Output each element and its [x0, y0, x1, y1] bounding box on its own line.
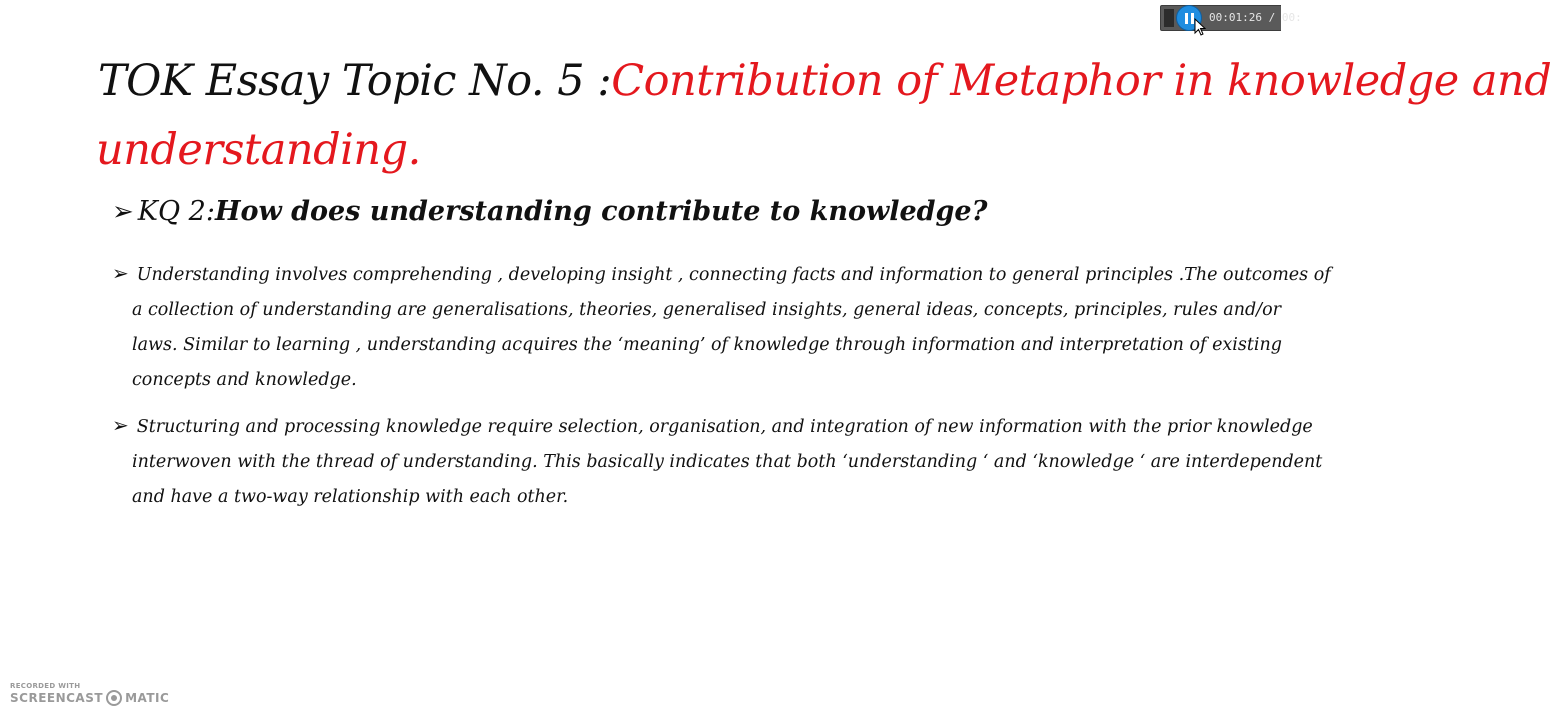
arrow-bullet-icon: ➢	[112, 261, 129, 285]
slide-title-line-2: understanding.	[96, 125, 421, 175]
paragraph-line: interwoven with the thread of understanding. This basically indicates that both ‘understanding ‘ and ‘knowledge ‘ are interdependent	[132, 452, 1323, 472]
screencast-logo-icon	[106, 690, 122, 706]
watermark-caption: RECORDED WITH	[10, 682, 81, 690]
kq-question: How does understanding contribute to knowledge?	[214, 196, 988, 227]
arrow-bullet-icon: ➢	[112, 413, 129, 437]
paragraph-line: laws. Similar to learning , understanding acquires the ‘meaning’ of knowledge through information and interpretation of existing	[132, 335, 1282, 355]
title-topic: Contribution of Metaphor in knowledge and	[611, 56, 1551, 106]
title-prefix: TOK Essay Topic No. 5 :	[98, 56, 612, 106]
paragraph-understanding	[112, 256, 1331, 398]
mouse-cursor-icon	[1194, 18, 1206, 36]
drag-handle[interactable]	[1164, 9, 1174, 27]
slide-title-line-1	[98, 56, 1551, 106]
key-question	[112, 196, 987, 227]
recorder-control-bar[interactable]	[1160, 5, 1302, 31]
recording-timer: 00:01:26 / 00:	[1209, 11, 1302, 24]
watermark-brand-left: SCREENCAST	[10, 691, 104, 705]
watermark-brand-right: MATIC	[125, 691, 170, 705]
kq-label: KQ 2:	[137, 196, 215, 227]
paragraph-structuring	[112, 408, 1323, 515]
arrow-bullet-icon: ➢	[112, 197, 134, 227]
paragraph-line: and have a two-way relationship with each other.	[132, 487, 569, 507]
paragraph-line: ➢ Structuring and processing knowledge require selection, organisation, and integration of new information with the prior knowledge	[112, 413, 1313, 437]
screencast-watermark	[10, 682, 169, 706]
paragraph-line: concepts and knowledge.	[132, 370, 357, 390]
paragraph-line: a collection of understanding are generalisations, theories, generalised insights, general ideas, concepts, principles, rules and/or	[132, 300, 1281, 320]
paragraph-line: ➢ Understanding involves comprehending , developing insight , connecting facts and information to general principles .The outcomes of	[112, 261, 1331, 285]
